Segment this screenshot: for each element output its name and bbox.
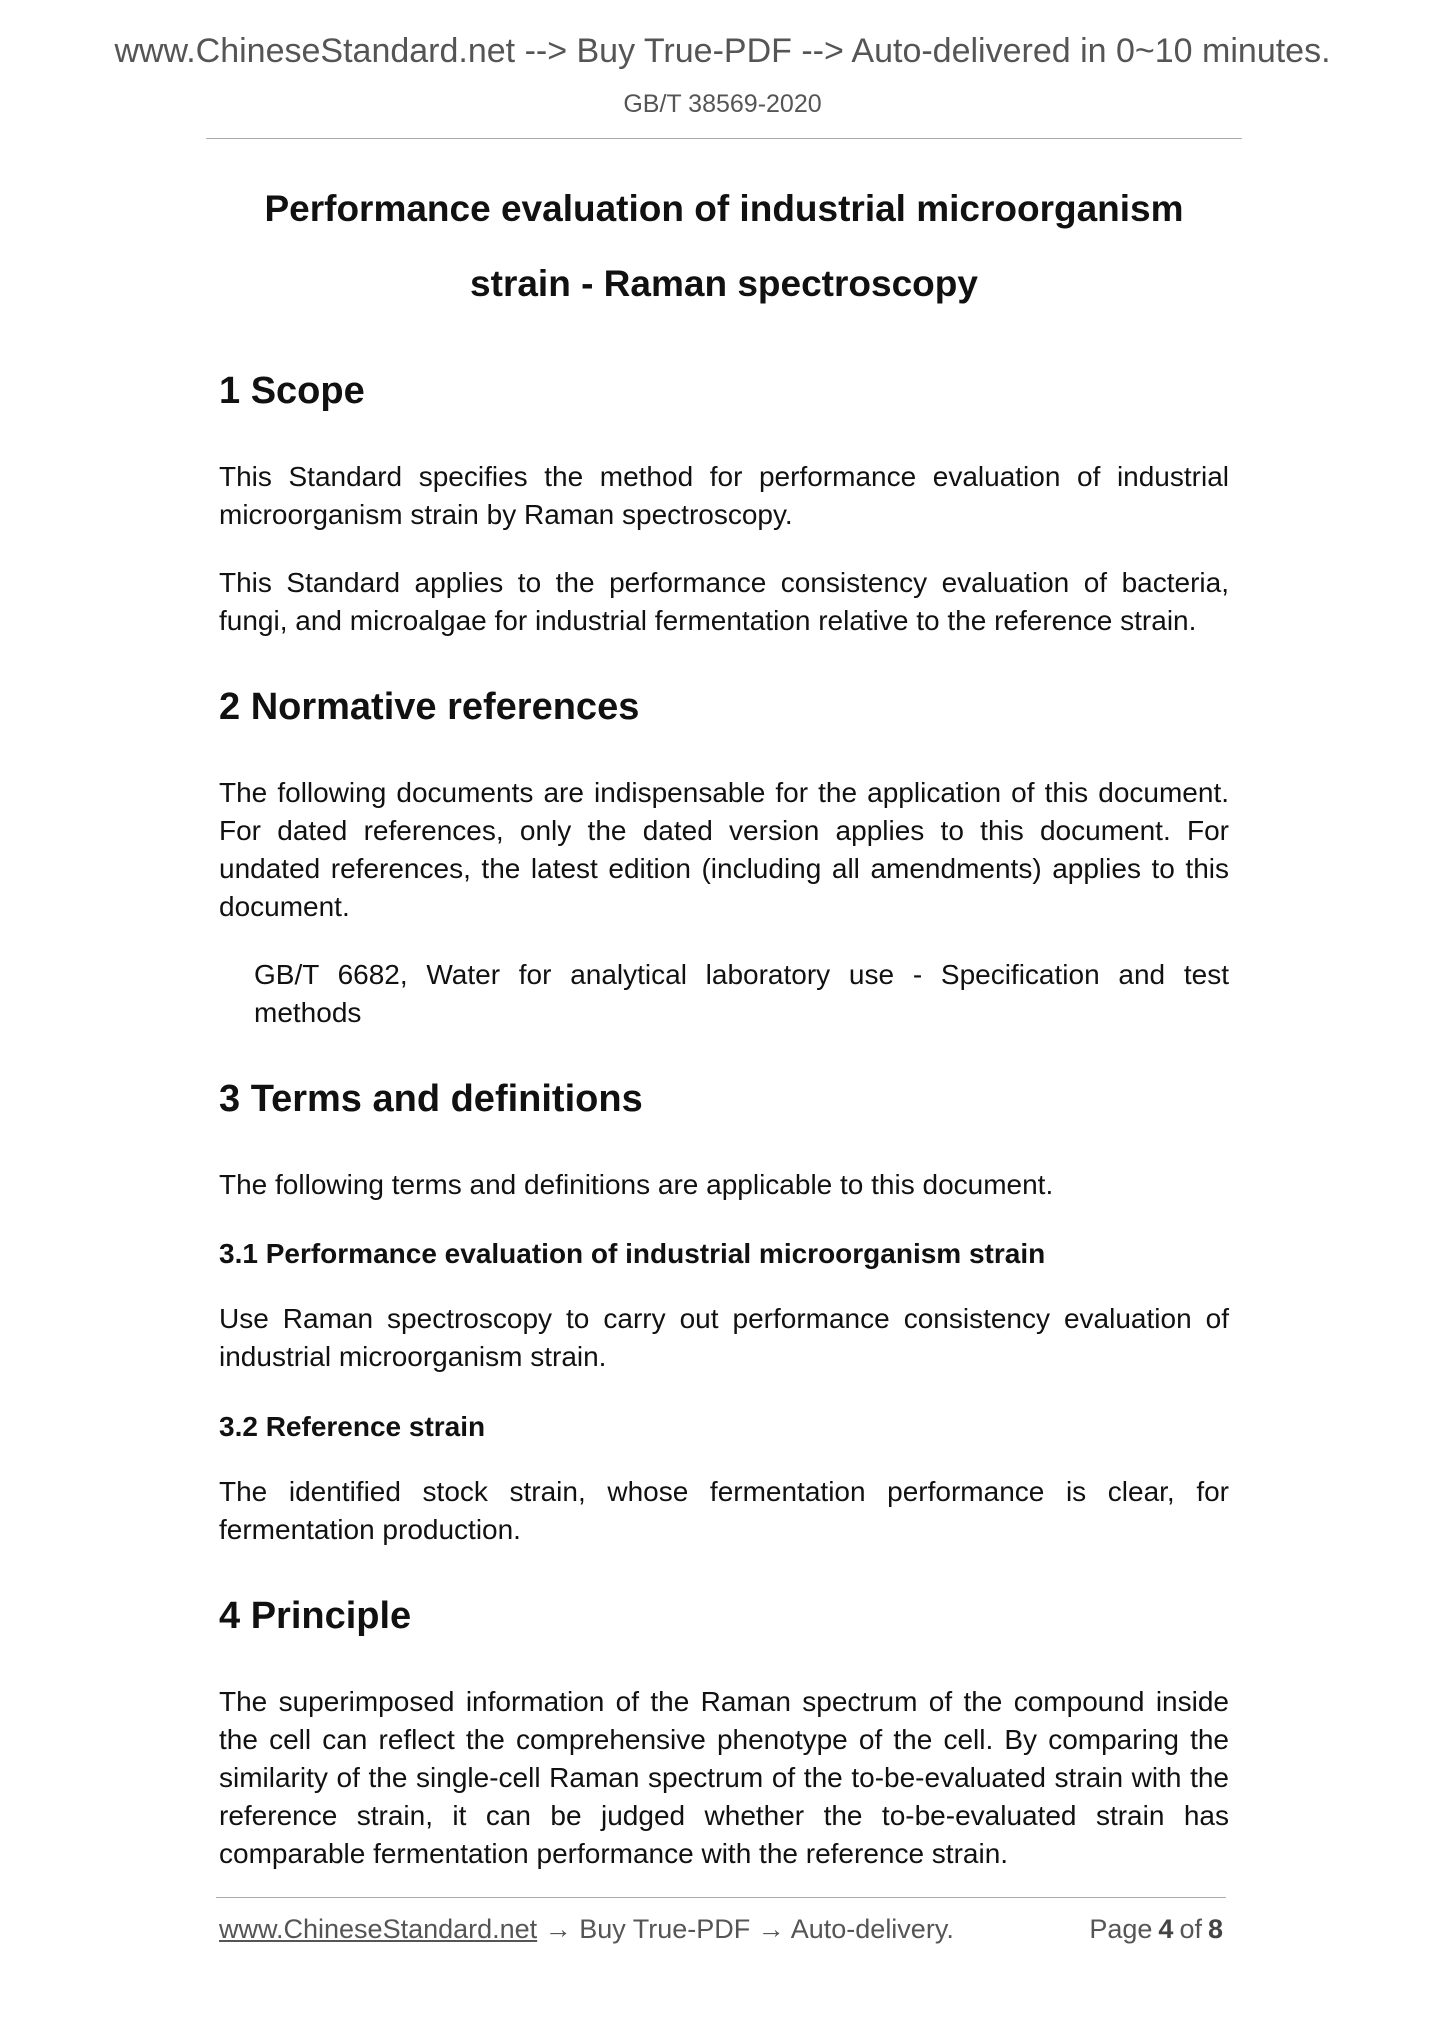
section-heading-principle: 4 Principle	[219, 1595, 412, 1637]
footer-promo-text: → Buy True-PDF → Auto-delivery.	[537, 1914, 954, 1944]
term-3-1-definition: Use Raman spectroscopy to carry out performance consistency evaluation of industrial microorganism strain.	[219, 1303, 1229, 1372]
scope-paragraph-2: This Standard applies to the performance consistency evaluation of bacteria, fungi, and microalgae for industrial fermentation relative to the reference strain.	[219, 567, 1229, 636]
terms-intro-paragraph: The following terms and definitions are applicable to this document.	[219, 1169, 1054, 1200]
page-footer	[219, 1914, 1229, 1945]
footer-divider	[216, 1897, 1226, 1898]
page-current: 4	[1158, 1914, 1174, 1944]
principle-paragraph: The superimposed information of the Raman spectrum of the compound inside the cell can reflect the comprehensive phenotype of the cell. By comparing the similarity of the single-cell Raman spectrum of the to-be-evaluated strain with the reference strain, it can be judged whether the to-be-evaluated strain has comparable fermentation performance with the reference strain.	[219, 1686, 1229, 1869]
document-title-line-2: strain - Raman spectroscopy	[470, 263, 978, 304]
term-3-1-heading: 3.1 Performance evaluation of industrial microorganism strain	[219, 1238, 1046, 1269]
footer-site-link[interactable]: www.ChineseStandard.net	[219, 1914, 538, 1944]
header-divider	[206, 138, 1242, 139]
term-3-2-heading: 3.2 Reference strain	[219, 1411, 486, 1442]
page-of: of	[1179, 1914, 1202, 1944]
top-banner: www.ChineseStandard.net --> Buy True-PDF --> Auto-delivered in 0~10 minutes.	[114, 32, 1331, 70]
normative-paragraph: The following documents are indispensable for the application of this document. For dated references, only the dated version applies to this document. For undated references, the latest edition (including all amendments) applies to this document.	[219, 777, 1229, 922]
page-label: Page	[1089, 1914, 1153, 1944]
section-heading-terms: 3 Terms and definitions	[219, 1078, 643, 1120]
standard-code: GB/T 38569-2020	[623, 90, 822, 118]
normative-reference-item: GB/T 6682, Water for analytical laboratory use - Specification and test methods	[254, 959, 1229, 1028]
page-total: 8	[1207, 1914, 1223, 1944]
document-title-line-1: Performance evaluation of industrial microorganism	[264, 188, 1184, 229]
section-heading-scope: 1 Scope	[219, 370, 365, 412]
section-heading-normative-references: 2 Normative references	[219, 686, 640, 728]
scope-paragraph-1: This Standard specifies the method for performance evaluation of industrial microorganism strain by Raman spectroscopy.	[219, 461, 1229, 530]
term-3-2-definition: The identified stock strain, whose fermentation performance is clear, for fermentation production.	[219, 1476, 1229, 1545]
page-number	[1089, 1914, 1229, 1945]
